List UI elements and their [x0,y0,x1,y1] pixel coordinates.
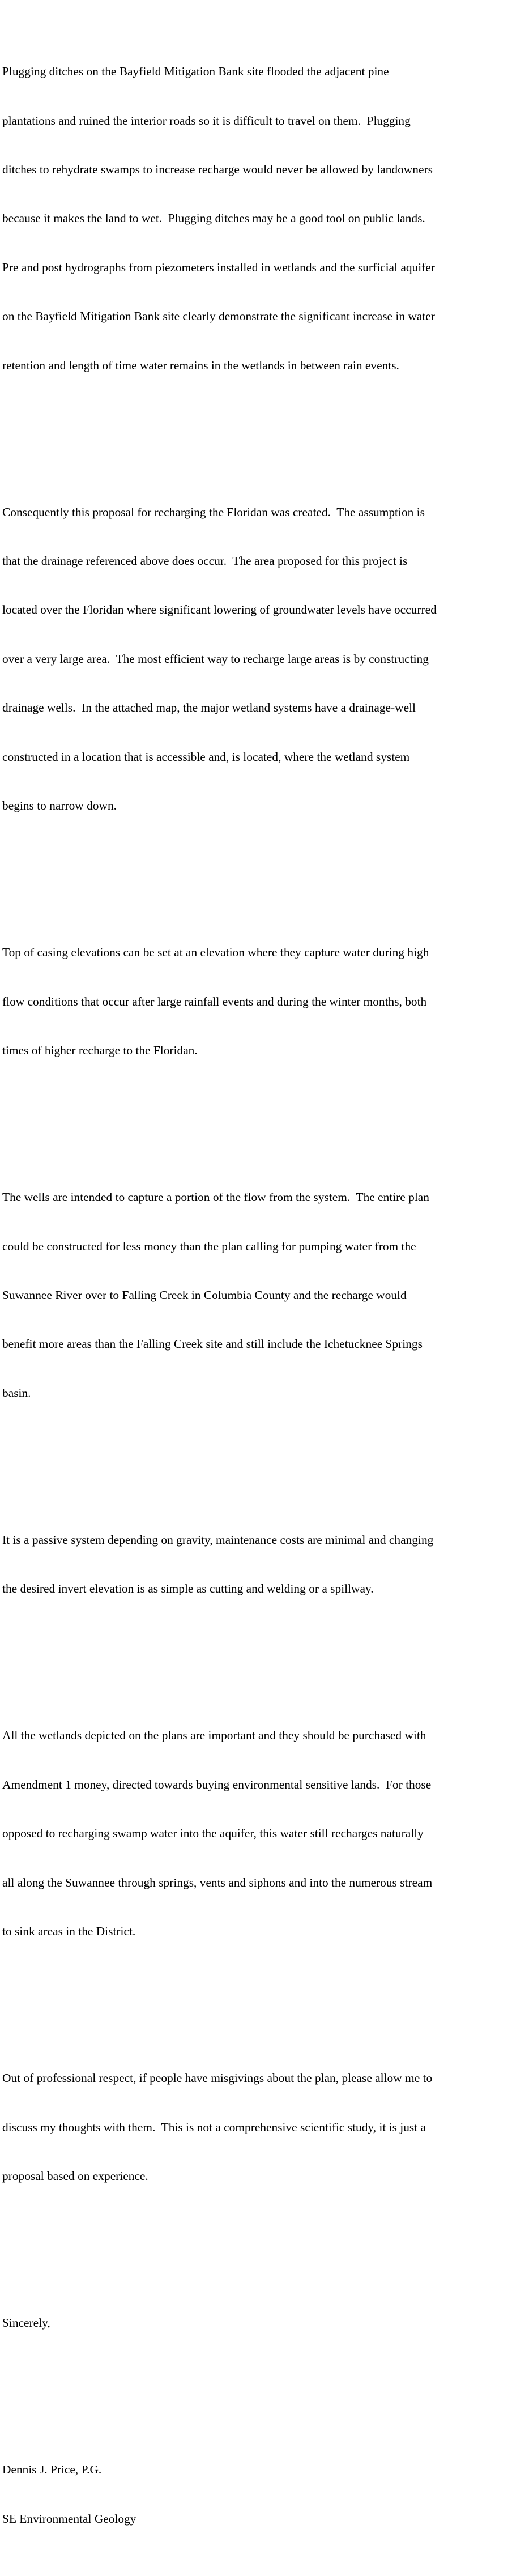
body-paragraph [2,1695,512,1973]
text-line: drainage wells. In the attached map, the major wetland systems have a drainage-well [2,701,416,715]
text-line: Consequently this proposal for recharging the Floridan was created. The assumption is [2,505,425,519]
text-line: could be constructed for less money than the plan calling for pumping water from the [2,1239,416,1253]
text-line: The wells are intended to capture a portion of the flow from the system. The entire plan [2,1190,429,1204]
text-line: that the drainage referenced above does occur. The area proposed for this project is [2,554,408,568]
text-line: located over the Floridan where significant lowering of groundwater levels have occurred [2,603,437,617]
text-line: opposed to recharging swamp water into the aquifer, this water still recharges naturally [2,1826,424,1841]
text-line: discuss my thoughts with them. This is not a comprehensive scientific study, it is just a [2,2120,426,2134]
text-line: retention and length of time water remains in the wetlands in between rain events. [2,358,399,372]
body-paragraph [2,471,512,846]
text-line: over a very large area. The most efficient way to recharge large areas is by constructing [2,652,429,666]
text-line: to sink areas in the District. [2,1924,136,1939]
text-line: the desired invert elevation is as simple as cutting and welding or a spillway. [2,1582,374,1596]
text-line: because it makes the land to wet. Plugging ditches may be a good tool on public lands. [2,211,425,225]
text-line: times of higher recharge to the Floridan. [2,1044,198,1057]
body-paragraph [2,31,512,406]
closing [2,2283,512,2364]
text-line: All the wetlands depicted on the plans are important and they should be purchased with [2,1728,426,1743]
text-line: benefit more areas than the Falling Creek site and still include the Ichetucknee Springs [2,1337,423,1351]
text-line: basin. [2,1386,31,1400]
signer-name: Dennis J. Price, P.G. [2,2463,102,2477]
body-paragraph [2,1499,512,1629]
letter-page [2,0,512,2576]
text-line: ditches to rehydrate swamps to increase recharge would never be allowed by landowners [2,162,433,176]
text-line: on the Bayfield Mitigation Bank site clearly demonstrate the significant increase in water [2,309,435,323]
text-line: plantations and ruined the interior roads so it is difficult to travel on them. Plugging [2,113,411,127]
text-line: Plugging ditches on the Bayfield Mitigation Bank site flooded the adjacent pine [2,65,389,79]
text-line: Out of professional respect, if people have misgivings about the plan, please allow me to [2,2071,433,2085]
text-line: Amendment 1 money, directed towards buying environmental sensitive lands. For those [2,1777,432,1791]
text-line: all along the Suwannee through springs, vents and siphons and into the numerous stream [2,1875,433,1889]
text-line: constructed in a location that is accessible and, is located, where the wetland system [2,750,410,764]
body-paragraph [2,912,512,1092]
text-line: Top of casing elevations can be set at an elevation where they capture water during high [2,946,429,960]
body-paragraph [2,2038,512,2217]
text-line: proposal based on experience. [2,2169,148,2183]
signature-block [2,2429,512,2560]
body-paragraph [2,1157,512,1434]
text-line: It is a passive system depending on gravity, maintenance costs are minimal and changing [2,1532,434,1547]
signer-organization: SE Environmental Geology [2,2511,136,2526]
text-line: flow conditions that occur after large rainfall events and during the winter months, both [2,994,427,1008]
text-line: Suwannee River over to Falling Creek in Columbia County and the recharge would [2,1288,407,1302]
text-line: begins to narrow down. [2,799,117,813]
text-line: Pre and post hydrographs from piezometers installed in wetlands and the surficial aquifer [2,260,435,274]
closing-salutation: Sincerely, [2,2316,50,2330]
